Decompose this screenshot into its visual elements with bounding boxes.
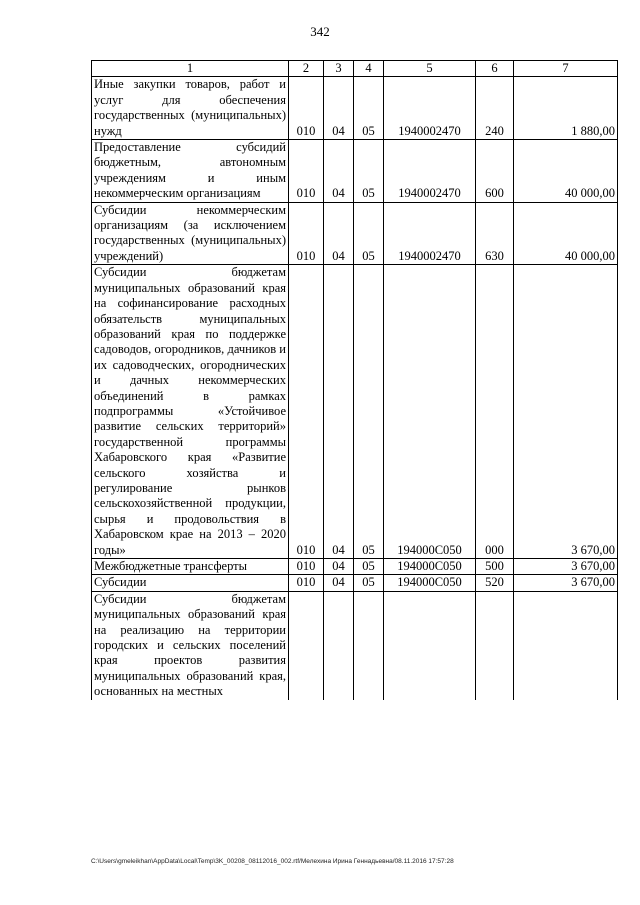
cell-target-article — [384, 591, 476, 699]
cell-expense-type: 600 — [476, 140, 514, 203]
table-row — [92, 559, 618, 575]
cell-amount: 3 670,00 — [514, 559, 618, 575]
cell-section: 04 — [324, 77, 354, 140]
cell-section — [324, 591, 354, 699]
cell-subsection: 05 — [354, 575, 384, 591]
row-description: Субсидии бюджетам муниципальных образований края на софинансирование расходных обязательств муниципальных образований края по поддержке садоводов, огородников, дачников и их садоводческих, огороднических и дачных некоммерческих объединений в рамках подпрограммы «Устойчивое развитие сельских территорий» государственной программы Хабаровского края «Развитие сельского хозяйства и регулирование рынков сельскохозяйственной продукции, сырья и продовольствия в Хабаровском крае на 2013 – 2020 годы» — [92, 265, 289, 559]
cell-section: 04 — [324, 559, 354, 575]
cell-admin-code: 010 — [289, 559, 324, 575]
row-description: Субсидии бюджетам муниципальных образований края на реализацию на территории городских и сельских поселений края проектов развития муниципальных образований края, основанных на местных — [92, 591, 289, 699]
cell-section: 04 — [324, 140, 354, 203]
row-description: Субсидии — [92, 575, 289, 591]
cell-expense-type: 500 — [476, 559, 514, 575]
table-row — [92, 591, 618, 699]
cell-expense-type: 630 — [476, 202, 514, 265]
column-header: 6 — [476, 61, 514, 77]
cell-amount: 40 000,00 — [514, 140, 618, 203]
cell-section: 04 — [324, 202, 354, 265]
cell-target-article: 194000С050 — [384, 265, 476, 559]
table-row — [92, 202, 618, 265]
table-row — [92, 575, 618, 591]
row-description: Субсидии некоммерческим организациям (за исключением государственных (муниципальных) учреждений) — [92, 202, 289, 265]
cell-section: 04 — [324, 265, 354, 559]
budget-table — [91, 60, 618, 700]
cell-subsection: 05 — [354, 140, 384, 203]
cell-subsection: 05 — [354, 77, 384, 140]
file-path-footer: C:\Users\gmeleikhan\AppData\Local\Temp\3K_00208_08112016_002.rtf/Мелехина Ирина Геннадьевна/08.11.2016 17:57:28 — [91, 858, 454, 865]
cell-admin-code — [289, 591, 324, 699]
cell-expense-type: 520 — [476, 575, 514, 591]
table-row — [92, 77, 618, 140]
cell-amount: 40 000,00 — [514, 202, 618, 265]
cell-target-article: 194000С050 — [384, 575, 476, 591]
page-number: 342 — [310, 24, 330, 39]
table-row — [92, 265, 618, 559]
cell-expense-type — [476, 591, 514, 699]
cell-amount: 3 670,00 — [514, 575, 618, 591]
cell-target-article: 1940002470 — [384, 140, 476, 203]
cell-target-article: 194000С050 — [384, 559, 476, 575]
cell-subsection — [354, 591, 384, 699]
cell-subsection: 05 — [354, 265, 384, 559]
column-header: 1 — [92, 61, 289, 77]
cell-target-article: 1940002470 — [384, 77, 476, 140]
cell-amount: 1 880,00 — [514, 77, 618, 140]
cell-amount: 3 670,00 — [514, 265, 618, 559]
column-header: 2 — [289, 61, 324, 77]
cell-admin-code: 010 — [289, 140, 324, 203]
row-description: Иные закупки товаров, работ и услуг для обеспечения государственных (муниципальных) нужд — [92, 77, 289, 140]
cell-expense-type: 240 — [476, 77, 514, 140]
row-description: Предоставление субсидий бюджетным, автономным учреждениям и иным некоммерческим организациям — [92, 140, 289, 203]
cell-subsection: 05 — [354, 202, 384, 265]
cell-admin-code: 010 — [289, 202, 324, 265]
table-header-row — [92, 61, 618, 77]
cell-expense-type: 000 — [476, 265, 514, 559]
cell-admin-code: 010 — [289, 77, 324, 140]
column-header: 3 — [324, 61, 354, 77]
column-header: 5 — [384, 61, 476, 77]
column-header: 4 — [354, 61, 384, 77]
row-description: Межбюджетные трансферты — [92, 559, 289, 575]
cell-subsection: 05 — [354, 559, 384, 575]
cell-amount — [514, 591, 618, 699]
table-row — [92, 140, 618, 203]
cell-section: 04 — [324, 575, 354, 591]
column-header: 7 — [514, 61, 618, 77]
cell-target-article: 1940002470 — [384, 202, 476, 265]
cell-admin-code: 010 — [289, 265, 324, 559]
cell-admin-code: 010 — [289, 575, 324, 591]
